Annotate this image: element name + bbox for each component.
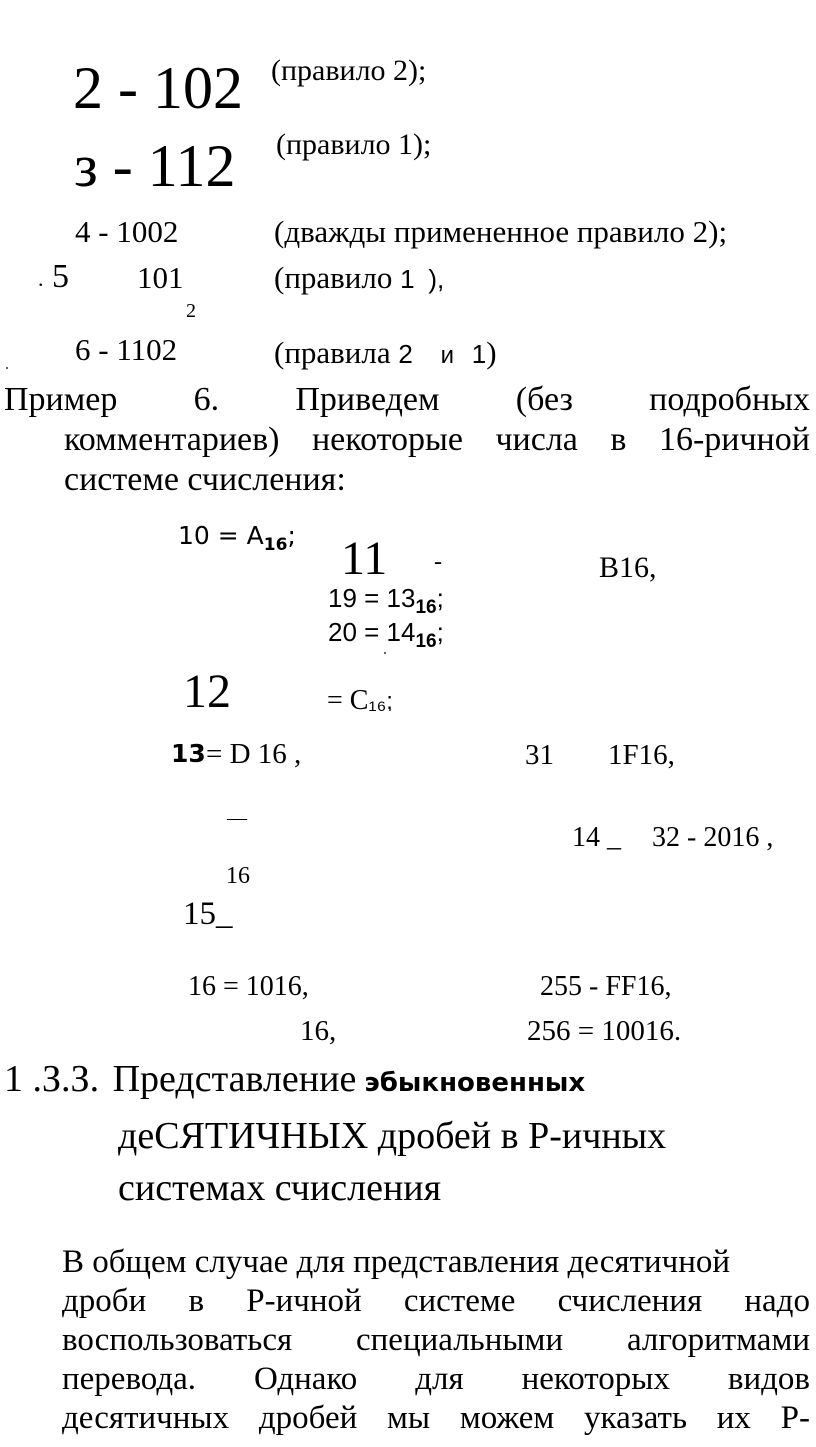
section-title-word: Представление — [112, 1058, 357, 1100]
rule-5-note-end: ), — [428, 264, 445, 294]
word: воспользоваться — [62, 1322, 293, 1358]
word: дробей — [258, 1400, 358, 1436]
word: можем — [459, 1400, 555, 1436]
rule-6-note-word: (правила — [274, 335, 391, 370]
hex-16-text: 16 = 1016, — [188, 971, 309, 1002]
word: (без — [515, 381, 573, 418]
hex-19 — [328, 585, 444, 617]
rule-6-note-a: 2 — [398, 339, 413, 369]
section-title-bold: эбыкновенных — [364, 1068, 586, 1098]
word: некоторых — [521, 1361, 670, 1397]
rule-6-note-close: ) — [486, 335, 497, 370]
body-line-1: В общем случае для представления десятичной — [62, 1244, 731, 1280]
hex-256-text: 256 = 10016. — [527, 1015, 682, 1047]
rule-2-note: (правило 2); — [271, 54, 427, 87]
hex-12-number: 12 — [183, 665, 231, 718]
word: мы — [387, 1400, 431, 1436]
rule-5-note-num: 1 — [400, 264, 415, 294]
example-6-line-3: системе счисления: — [64, 461, 346, 498]
hex-10-lhs: 10 = A — [178, 521, 264, 550]
rule-6-note-b: 1 — [471, 339, 487, 369]
word: видов — [727, 1361, 810, 1397]
word: их — [716, 1400, 751, 1436]
body-line-2 — [62, 1282, 810, 1321]
rule-6-note-and: и — [440, 342, 455, 369]
speck-mark — [384, 652, 386, 654]
word: в — [610, 421, 627, 458]
hex-32-text: 32 - 2016 , — [652, 822, 774, 853]
body-line-4 — [62, 1360, 810, 1399]
hex-11-number: 11 — [341, 532, 388, 585]
rule-5-subscript: 2 — [186, 300, 196, 322]
hex-19-semi: ; — [436, 583, 444, 613]
word: Р-ичной — [246, 1283, 362, 1319]
hex-12-value — [327, 687, 393, 711]
word: алгоритмами — [626, 1322, 810, 1358]
section-heading-line-2: деСЯТИЧНЫХ дробей в Р-ичных — [118, 1115, 667, 1157]
hex-31-number: 31 — [525, 739, 554, 771]
word: некоторые — [311, 421, 463, 458]
word: десятичных — [62, 1400, 230, 1436]
example-6-line-2 — [64, 420, 810, 460]
rule-6-lhs: 6 - 1102 — [75, 332, 178, 367]
word: специальными — [356, 1322, 564, 1358]
example-6-paragraph — [4, 380, 810, 500]
hex-20 — [328, 619, 444, 651]
hex-12-eq: = C — [327, 687, 369, 711]
word: надо — [744, 1283, 810, 1319]
rule-5-note — [274, 262, 444, 293]
hex-255-text: 255 - FF16, — [540, 971, 672, 1002]
rule-6-note — [274, 337, 497, 368]
body-line-3 — [62, 1321, 810, 1360]
body-paragraph — [62, 1243, 810, 1438]
hex-12-rest: ₁₆; — [368, 688, 393, 711]
hex-19-sub: 16 — [415, 597, 437, 619]
hex-10-semi: ; — [287, 521, 296, 550]
hex-16-sub-text: 16, — [300, 1015, 337, 1047]
word: указать — [584, 1400, 688, 1436]
rule-4-note: (дважды примененное правило 2); — [274, 214, 728, 249]
hex-15-text: 15_ — [183, 896, 233, 932]
rule-3-note: (правило 1); — [276, 128, 432, 161]
word: счисления — [557, 1283, 703, 1319]
hex-14-dash: — — [227, 807, 247, 829]
word: Приведем — [295, 381, 440, 418]
hex-11-dash: - — [434, 549, 442, 575]
hex-10-sub: 16 — [263, 535, 288, 555]
word: 6. — [193, 381, 220, 418]
hex-13-value: = D 16 , — [206, 738, 302, 770]
section-number: 1 .З.З. — [4, 1058, 100, 1100]
word: дроби — [62, 1283, 147, 1319]
rule-5-value: 101 — [137, 260, 184, 295]
word: Пример — [4, 381, 118, 418]
word: для — [415, 1361, 464, 1397]
rule-2-lhs: 2 - 102 — [73, 55, 243, 121]
hex-11-value: B16, — [599, 551, 657, 584]
hex-31-value: 1F16, — [608, 739, 675, 771]
hex-14-subscript: 16 — [226, 863, 250, 889]
rule-5-number: 5 — [52, 258, 69, 295]
word: Р- — [780, 1400, 810, 1436]
rule-3-lhs: з - 112 — [74, 133, 236, 199]
hex-20-lhs: 20 = 14 — [328, 617, 416, 647]
word: перевода. — [62, 1361, 197, 1397]
speck-mark — [6, 367, 8, 369]
word: в — [188, 1283, 205, 1319]
hex-13-number: 13 — [171, 739, 206, 768]
section-heading-line-3: системах счисления — [118, 1167, 442, 1209]
hex-14-text: 14 _ — [572, 822, 621, 853]
hex-20-semi: ; — [436, 617, 444, 647]
word: подробных — [649, 381, 810, 418]
word: системе — [403, 1283, 516, 1319]
rule-4-lhs: 4 - 1002 — [75, 214, 179, 249]
rule-5-dot: . — [38, 266, 44, 291]
word: числа — [495, 421, 578, 458]
body-line-5 — [62, 1399, 810, 1438]
section-heading-line-1 — [4, 1060, 585, 1098]
hex-19-lhs: 19 = 13 — [328, 583, 416, 613]
example-6-line-1 — [4, 380, 810, 420]
word: комментариев) — [64, 421, 280, 458]
word: 16-ричной — [658, 421, 810, 458]
rule-5-note-word: (правило — [274, 260, 393, 295]
hex-10 — [178, 523, 296, 554]
hex-20-sub: 16 — [415, 631, 437, 653]
word: Однако — [253, 1361, 358, 1397]
